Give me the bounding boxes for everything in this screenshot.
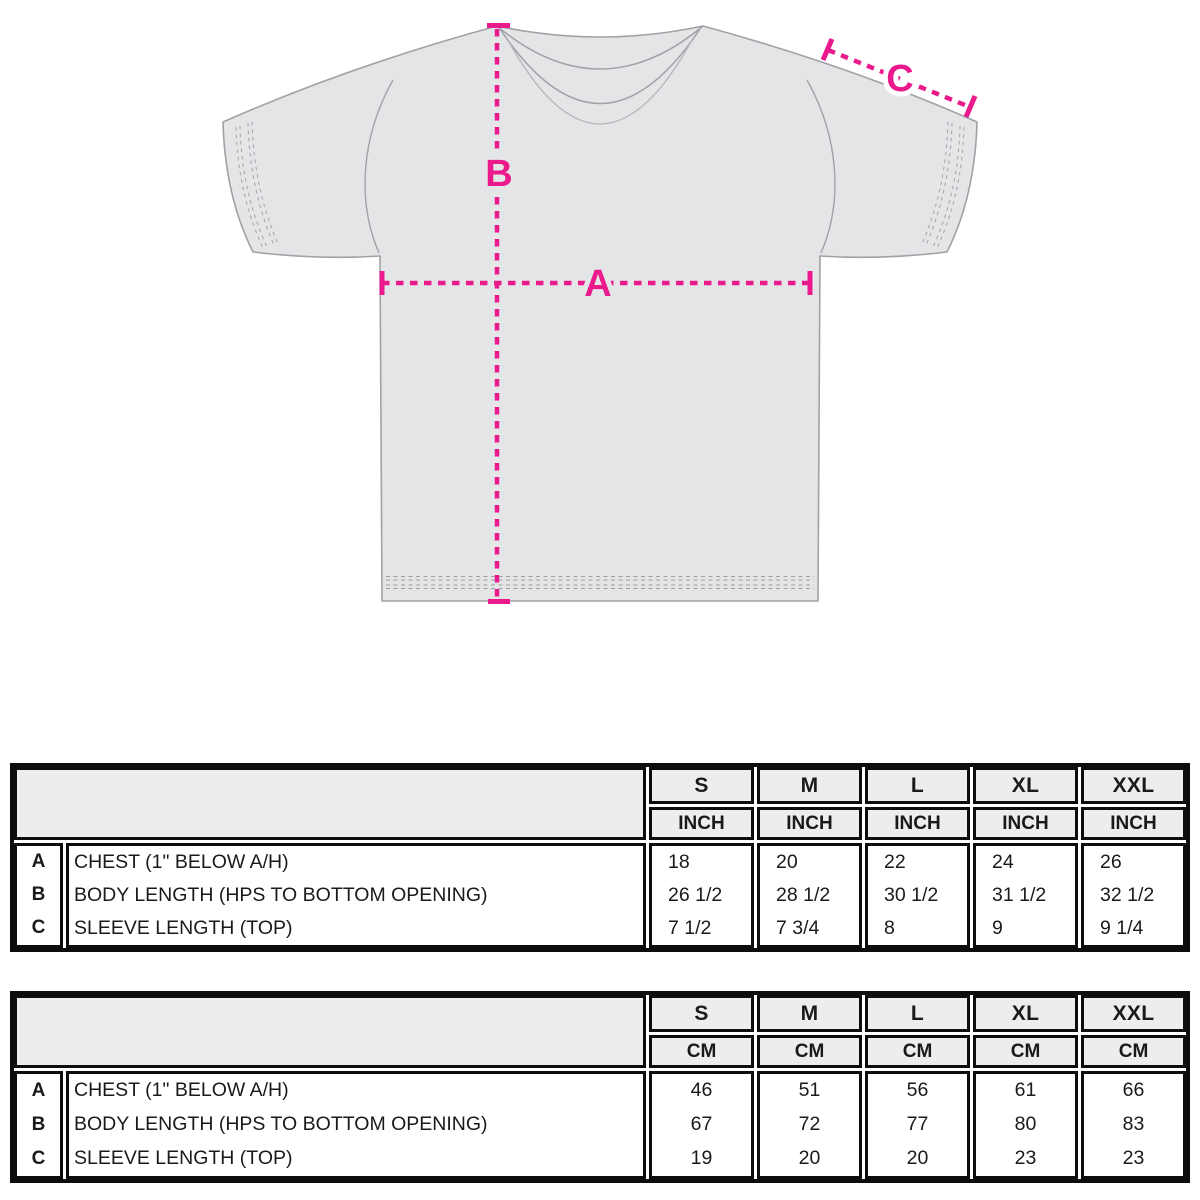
measure-label: SLEEVE LENGTH (TOP) xyxy=(74,916,293,939)
unit-header: INCH xyxy=(973,807,1078,840)
measure-key: B xyxy=(31,1113,46,1135)
measurement-label-a: A xyxy=(584,263,612,305)
measure-value: 28 1/2 xyxy=(776,883,831,906)
measure-value: 19 xyxy=(690,1147,713,1170)
measure-label-column xyxy=(66,1071,646,1179)
size-col-header: XL xyxy=(973,767,1078,804)
measure-value: 20 xyxy=(906,1147,929,1170)
unit-header: CM xyxy=(1081,1035,1186,1068)
unit-header: CM xyxy=(973,1035,1078,1068)
unit-header: INCH xyxy=(1081,807,1186,840)
measure-key-column xyxy=(14,843,63,948)
measure-value: 26 xyxy=(1100,850,1122,873)
size-col-header: L xyxy=(865,767,970,804)
measure-value: 20 xyxy=(776,850,798,873)
measure-label: CHEST (1" BELOW A/H) xyxy=(74,850,289,873)
measure-label-column xyxy=(66,843,646,948)
size-col-header: S xyxy=(649,995,754,1032)
measure-value: 9 1/4 xyxy=(1100,916,1144,939)
measure-key: B xyxy=(31,884,46,906)
measure-value: 23 xyxy=(1122,1147,1145,1170)
measure-value: 8 xyxy=(884,916,895,939)
value-column-s xyxy=(649,843,754,948)
measure-value: 7 3/4 xyxy=(776,916,820,939)
measure-value: 23 xyxy=(1014,1147,1037,1170)
measure-value: 18 xyxy=(668,850,690,873)
measure-value: 7 1/2 xyxy=(668,916,712,939)
measure-value: 22 xyxy=(884,850,906,873)
measure-value: 24 xyxy=(992,850,1014,873)
measure-key: C xyxy=(31,917,46,939)
size-col-header: S xyxy=(649,767,754,804)
measurement-label-c: C xyxy=(886,58,914,100)
unit-header: INCH xyxy=(757,807,862,840)
value-column-m xyxy=(757,843,862,948)
measure-label: BODY LENGTH (HPS TO BOTTOM OPENING) xyxy=(74,883,488,906)
measure-key: A xyxy=(31,851,46,873)
measurement-label-b: B xyxy=(485,153,513,195)
measure-value: 83 xyxy=(1122,1113,1145,1136)
measure-key-column xyxy=(14,1071,63,1179)
measure-value: 30 1/2 xyxy=(884,883,939,906)
size-col-header: XL xyxy=(973,995,1078,1032)
measure-label: BODY LENGTH (HPS TO BOTTOM OPENING) xyxy=(74,1113,488,1136)
measure-key: A xyxy=(31,1079,46,1101)
value-column-l xyxy=(865,1071,970,1179)
value-column-l xyxy=(865,843,970,948)
measure-value: 51 xyxy=(798,1079,821,1102)
measure-value: 77 xyxy=(906,1113,929,1136)
unit-header: CM xyxy=(757,1035,862,1068)
measure-value: 80 xyxy=(1014,1113,1037,1136)
size-col-header: M xyxy=(757,995,862,1032)
measure-key: C xyxy=(31,1147,46,1169)
tshirt-body xyxy=(223,26,977,601)
size-table-cm xyxy=(10,991,1190,1183)
measure-value: 66 xyxy=(1122,1079,1145,1102)
measure-label: CHEST (1" BELOW A/H) xyxy=(74,1079,289,1102)
measure-value: 67 xyxy=(690,1113,713,1136)
table-header-corner xyxy=(14,767,646,840)
measure-value: 61 xyxy=(1014,1079,1037,1102)
size-col-header: M xyxy=(757,767,862,804)
value-column-xl xyxy=(973,843,1078,948)
table-header-corner xyxy=(14,995,646,1068)
size-col-header: XXL xyxy=(1081,767,1186,804)
unit-header: INCH xyxy=(649,807,754,840)
measure-value: 9 xyxy=(992,916,1003,939)
measure-value: 26 1/2 xyxy=(668,883,723,906)
measure-label: SLEEVE LENGTH (TOP) xyxy=(74,1147,293,1170)
value-column-xxl xyxy=(1081,1071,1186,1179)
size-table-inch xyxy=(10,763,1190,952)
measure-value: 72 xyxy=(798,1113,821,1136)
measure-value: 46 xyxy=(690,1079,713,1102)
size-col-header: L xyxy=(865,995,970,1032)
measure-value: 20 xyxy=(798,1147,821,1170)
unit-header: CM xyxy=(865,1035,970,1068)
value-column-xxl xyxy=(1081,843,1186,948)
measure-value: 56 xyxy=(906,1079,929,1102)
size-col-header: XXL xyxy=(1081,995,1186,1032)
unit-header: CM xyxy=(649,1035,754,1068)
value-column-m xyxy=(757,1071,862,1179)
value-column-s xyxy=(649,1071,754,1179)
measure-value: 31 1/2 xyxy=(992,883,1047,906)
measure-value: 32 1/2 xyxy=(1100,883,1155,906)
value-column-xl xyxy=(973,1071,1078,1179)
unit-header: INCH xyxy=(865,807,970,840)
